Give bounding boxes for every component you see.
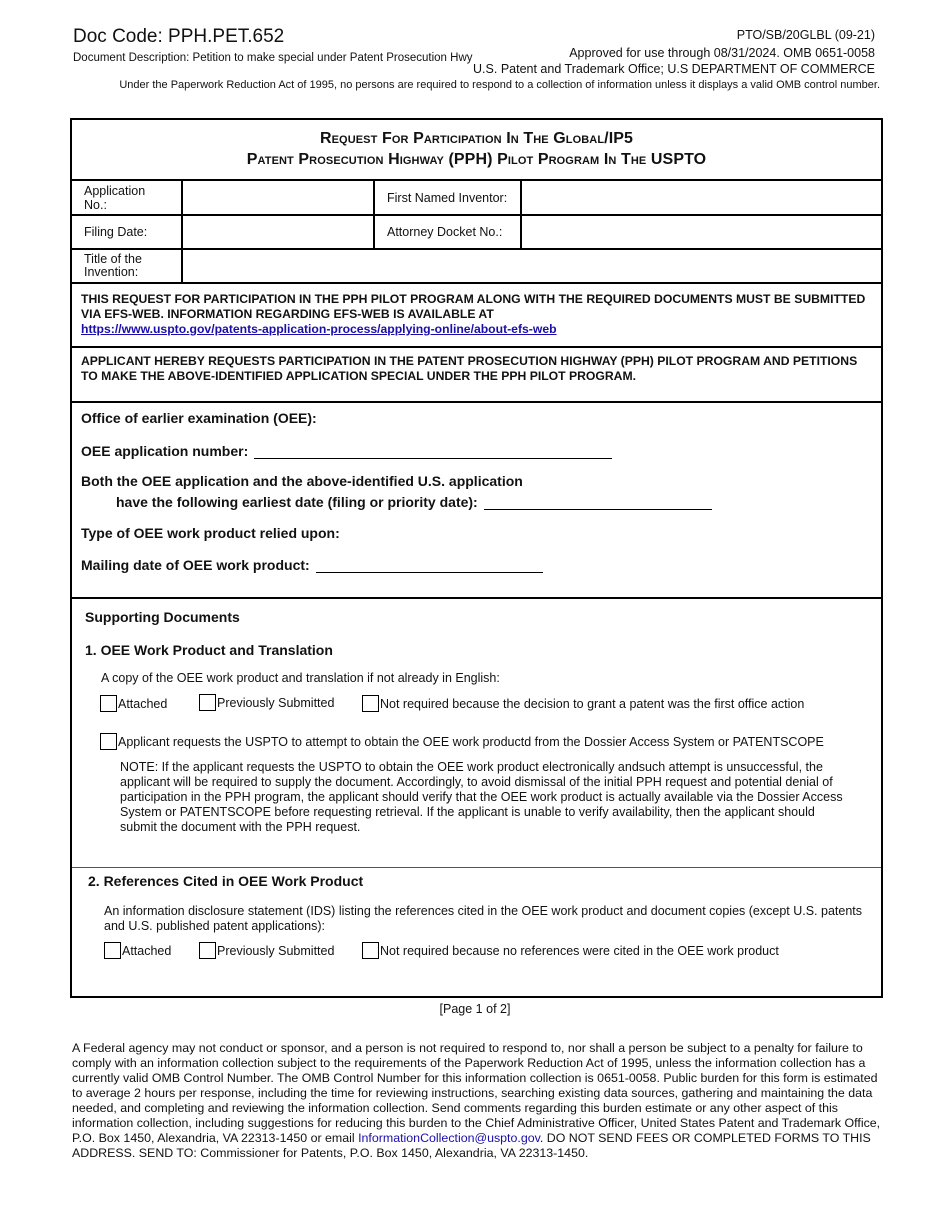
oee-app-number-label: OEE application number: bbox=[81, 443, 249, 459]
earliest-date-label: have the following earliest date (filing or priority date): bbox=[116, 494, 478, 510]
s1-option-not-required[interactable] bbox=[362, 695, 804, 712]
omb-approval: Approved for use through 08/31/2024. OMB 0651-0058 bbox=[569, 46, 875, 60]
work-product-type-label: Type of OEE work product relied upon: bbox=[81, 525, 340, 541]
section2-text: An information disclosure statement (IDS) listing the references cited in the OEE work product and document copies (except U.S. patents and U.S. published patent applications): bbox=[104, 904, 863, 933]
mailing-date-label: Mailing date of OEE work product: bbox=[81, 557, 310, 573]
efs-web-link[interactable]: https://www.uspto.gov/patents-application-process/applying-online/about-efs-web bbox=[81, 322, 557, 336]
oee-section bbox=[72, 403, 881, 599]
s1-option-previously[interactable] bbox=[199, 694, 334, 711]
references-section bbox=[72, 868, 881, 998]
mailing-date-row bbox=[81, 557, 543, 573]
header-right bbox=[473, 27, 875, 77]
pph-request-form bbox=[70, 118, 883, 998]
application-no-field[interactable] bbox=[183, 181, 375, 214]
field-row-3 bbox=[72, 250, 881, 284]
info-collection-email-link[interactable]: InformationCollection@uspto.gov bbox=[358, 1131, 540, 1145]
title-of-invention-label: Title of the Invention: bbox=[72, 250, 183, 282]
application-no-label: Application No.: bbox=[72, 181, 183, 214]
request-notice: APPLICANT HEREBY REQUESTS PARTICIPATION IN THE PATENT PROSECUTION HIGHWAY (PPH) PILOT PROGRAM AND PETITIONS TO MAKE THE ABOVE-IDENTIFIED APPLICATION SPECIAL UNDER THE PPH PILOT PROGRAM. bbox=[72, 348, 881, 403]
title-of-invention-field[interactable] bbox=[183, 250, 881, 282]
s1-dossier-label: Applicant requests the USPTO to attempt to obtain the OEE work productd from the Dossier Access System or PATENTSCOPE bbox=[118, 734, 824, 749]
form-title bbox=[72, 120, 881, 181]
section1-heading: 1. OEE Work Product and Translation bbox=[85, 642, 333, 658]
s2-option-previously[interactable] bbox=[199, 942, 334, 959]
earliest-date-line1: Both the OEE application and the above-identified U.S. application bbox=[81, 473, 523, 489]
s1-not-required-checkbox[interactable] bbox=[362, 695, 379, 712]
section1-text: A copy of the OEE work product and translation if not already in English: bbox=[101, 671, 500, 685]
agency-name: U.S. Patent and Trademark Office; U.S DEPARTMENT OF COMMERCE bbox=[473, 62, 875, 76]
first-inventor-label: First Named Inventor: bbox=[375, 181, 522, 214]
s1-attached-label: Attached bbox=[118, 696, 168, 711]
s1-option-attached[interactable] bbox=[100, 695, 167, 712]
form-title-line2: Patent Prosecution Highway (PPH) Pilot Program In The USPTO bbox=[246, 151, 707, 168]
doc-description: Document Description: Petition to make special under Patent Prosecution Hwy bbox=[73, 52, 473, 64]
header-left bbox=[73, 26, 473, 64]
s1-previously-label: Previously Submitted bbox=[217, 695, 335, 710]
attorney-docket-field[interactable] bbox=[522, 216, 881, 248]
s1-option-dossier[interactable] bbox=[100, 733, 824, 750]
doc-code: Doc Code: PPH.PET.652 bbox=[73, 26, 285, 47]
mailing-date-input[interactable] bbox=[316, 558, 543, 573]
oee-app-number-row bbox=[81, 443, 612, 459]
s2-attached-label: Attached bbox=[122, 943, 172, 958]
attorney-docket-label: Attorney Docket No.: bbox=[375, 216, 522, 248]
s2-not-required-checkbox[interactable] bbox=[362, 942, 379, 959]
section2-heading: 2. References Cited in OEE Work Product bbox=[88, 873, 364, 889]
efs-web-notice-text: THIS REQUEST FOR PARTICIPATION IN THE PPH PILOT PROGRAM ALONG WITH THE REQUIRED DOCUMENTS MUST BE SUBMITTED VIA EFS-WEB. INFORMATION REGARDING EFS-WEB IS AVAILABLE AT bbox=[81, 292, 866, 321]
retrieval-note: NOTE: If the applicant requests the USPTO to obtain the OEE work product electronically andsuch attempt is unsuccessful, the applicant will be required to supply the document. Accordingly, to avoid dismissal of the initial PPH request and potential denial of participation in the PPH program, the applicant should verify that the OEE work product is actually available via the Dossier Access System or PATENTSCOPE before requesting retrieval. If the applicant is unable to verify availability, then the applicant should submit the document with the PPH request. bbox=[120, 760, 843, 834]
s2-attached-checkbox[interactable] bbox=[104, 942, 121, 959]
page-number: [Page 1 of 2] bbox=[439, 1002, 511, 1016]
field-row-2 bbox=[72, 216, 881, 250]
supporting-documents-section bbox=[72, 599, 881, 868]
s2-not-required-label: Not required because no references were cited in the OEE work product bbox=[380, 943, 779, 958]
s1-previously-checkbox[interactable] bbox=[199, 694, 216, 711]
s2-previously-label: Previously Submitted bbox=[217, 943, 335, 958]
earliest-date-input[interactable] bbox=[484, 495, 712, 510]
efs-web-notice bbox=[72, 284, 881, 348]
supporting-heading: Supporting Documents bbox=[85, 609, 240, 625]
s1-dossier-checkbox[interactable] bbox=[100, 733, 117, 750]
pra-notice: Under the Paperwork Reduction Act of 1995, no persons are required to respond to a collection of information unless it displays a valid OMB control number. bbox=[119, 79, 880, 91]
oee-office-label: Office of earlier examination (OEE): bbox=[81, 410, 317, 426]
filing-date-field[interactable] bbox=[183, 216, 375, 248]
burden-statement bbox=[72, 1041, 882, 1161]
burden-text: A Federal agency may not conduct or sponsor, and a person is not required to respond to, nor shall a person be subject to a penalty for failure to comply with an information collection subject to the requirements of the Paperwork Reduction Act of 1995, unless the information collection has a currently valid OMB Control Number. The OMB Control Number for this information collection is 0651-0058. Public burden for this form is estimated to average 2 hours per response, including the time for reviewing instructions, searching existing data sources, gathering and maintaining the data needed, and completing and reviewing the information collection. Send comments regarding this burden estimate or any other aspect of this information collection, including suggestions for reducing this burden to the Chief Administrative Officer, United States Patent and Trademark Office, P.O. Box 1450, Alexandria, VA 22313-1450 or email bbox=[72, 1041, 881, 1145]
form-title-line1: Request For Participation In The Global/IP5 bbox=[319, 130, 634, 147]
s2-option-not-required[interactable] bbox=[362, 942, 779, 959]
burden-text-end: . DO NOT SEND FEES OR COMPLETED FORMS TO THIS ADDRESS. SEND TO: Commissioner for Patents, P.O. Box 1450, Alexandria, VA 22313-1450. bbox=[72, 1131, 871, 1160]
field-row-1 bbox=[72, 181, 881, 216]
form-number: PTO/SB/20GLBL (09-21) bbox=[736, 28, 875, 42]
filing-date-label: Filing Date: bbox=[72, 216, 183, 248]
s1-attached-checkbox[interactable] bbox=[100, 695, 117, 712]
s2-previously-checkbox[interactable] bbox=[199, 942, 216, 959]
oee-app-number-input[interactable] bbox=[254, 444, 612, 459]
earliest-date-row bbox=[116, 494, 712, 510]
first-inventor-field[interactable] bbox=[522, 181, 881, 214]
s2-option-attached[interactable] bbox=[104, 942, 171, 959]
s1-not-required-label: Not required because the decision to grant a patent was the first office action bbox=[380, 696, 805, 711]
